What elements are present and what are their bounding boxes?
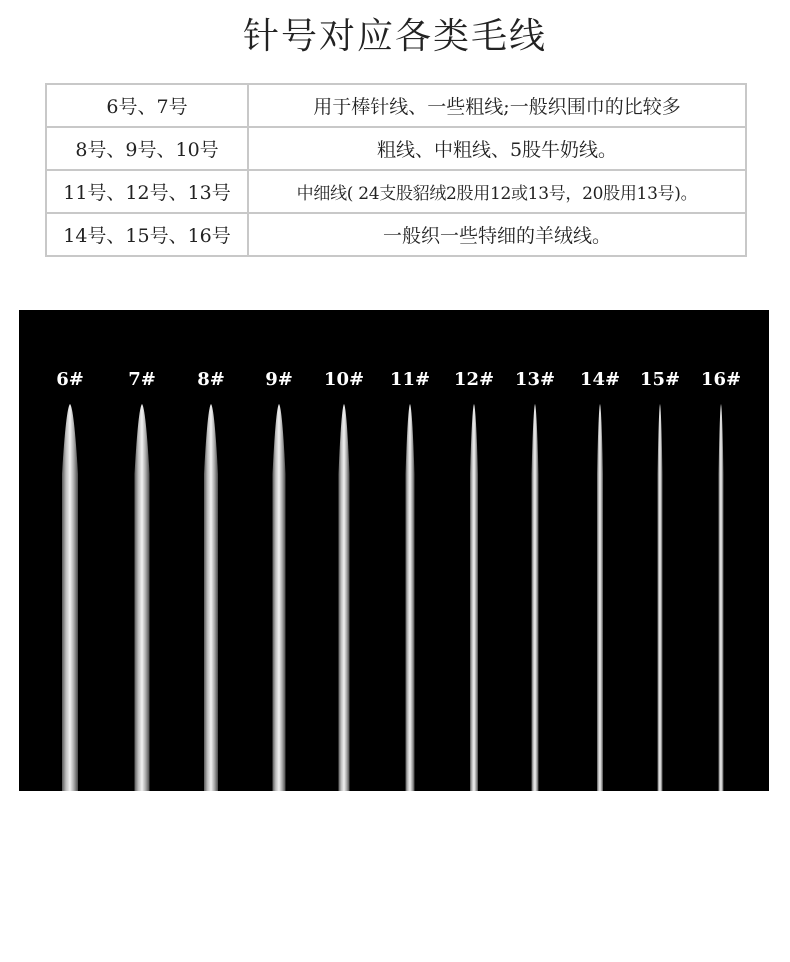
knitting-needle	[658, 404, 663, 791]
knitting-needle	[597, 404, 603, 791]
knitting-needle	[406, 404, 415, 791]
needle-size-table	[45, 83, 747, 257]
needle-illustration	[19, 310, 769, 791]
needle-size-label: 13#	[514, 369, 556, 390]
knitting-needle	[470, 404, 478, 791]
yarn-type-cell: 一般织一些特细的羊绒线。	[248, 213, 746, 256]
needle-size-label: 9#	[265, 369, 293, 390]
needle-size-label: 14#	[579, 369, 621, 390]
knitting-needle	[204, 404, 218, 791]
needle-photo	[19, 310, 769, 791]
needle-size-label: 16#	[700, 369, 742, 390]
needle-size-label: 7#	[128, 369, 156, 390]
knitting-needle	[719, 404, 724, 791]
yarn-type-cell: 中细线( 24支股貂绒2股用12或13号，20股用13号)。	[248, 170, 746, 213]
table-row	[46, 170, 746, 213]
knitting-needle	[62, 404, 78, 791]
knitting-needle	[135, 404, 150, 791]
needle-sizes-cell: 11号、12号、13号	[46, 170, 248, 213]
needle-sizes-cell: 8号、9号、10号	[46, 127, 248, 170]
needle-size-label: 11#	[389, 369, 431, 390]
needle-size-label: 8#	[197, 369, 225, 390]
needle-size-label: 6#	[56, 369, 84, 390]
table-row	[46, 84, 746, 127]
table-row	[46, 213, 746, 256]
needle-size-label: 15#	[639, 369, 681, 390]
knitting-needle	[273, 404, 286, 791]
yarn-type-cell: 用于棒针线、一些粗线;一般织围巾的比较多	[248, 84, 746, 127]
knitting-needle	[339, 404, 350, 791]
page-title: 针号对应各类毛线	[242, 16, 547, 57]
yarn-type-cell: 粗线、中粗线、5股牛奶线。	[248, 127, 746, 170]
needle-size-label: 12#	[453, 369, 495, 390]
needle-sizes-cell: 6号、7号	[46, 84, 248, 127]
needle-sizes-cell: 14号、15号、16号	[46, 213, 248, 256]
needle-size-label: 10#	[323, 369, 365, 390]
knitting-needle	[532, 404, 539, 791]
table-row	[46, 127, 746, 170]
